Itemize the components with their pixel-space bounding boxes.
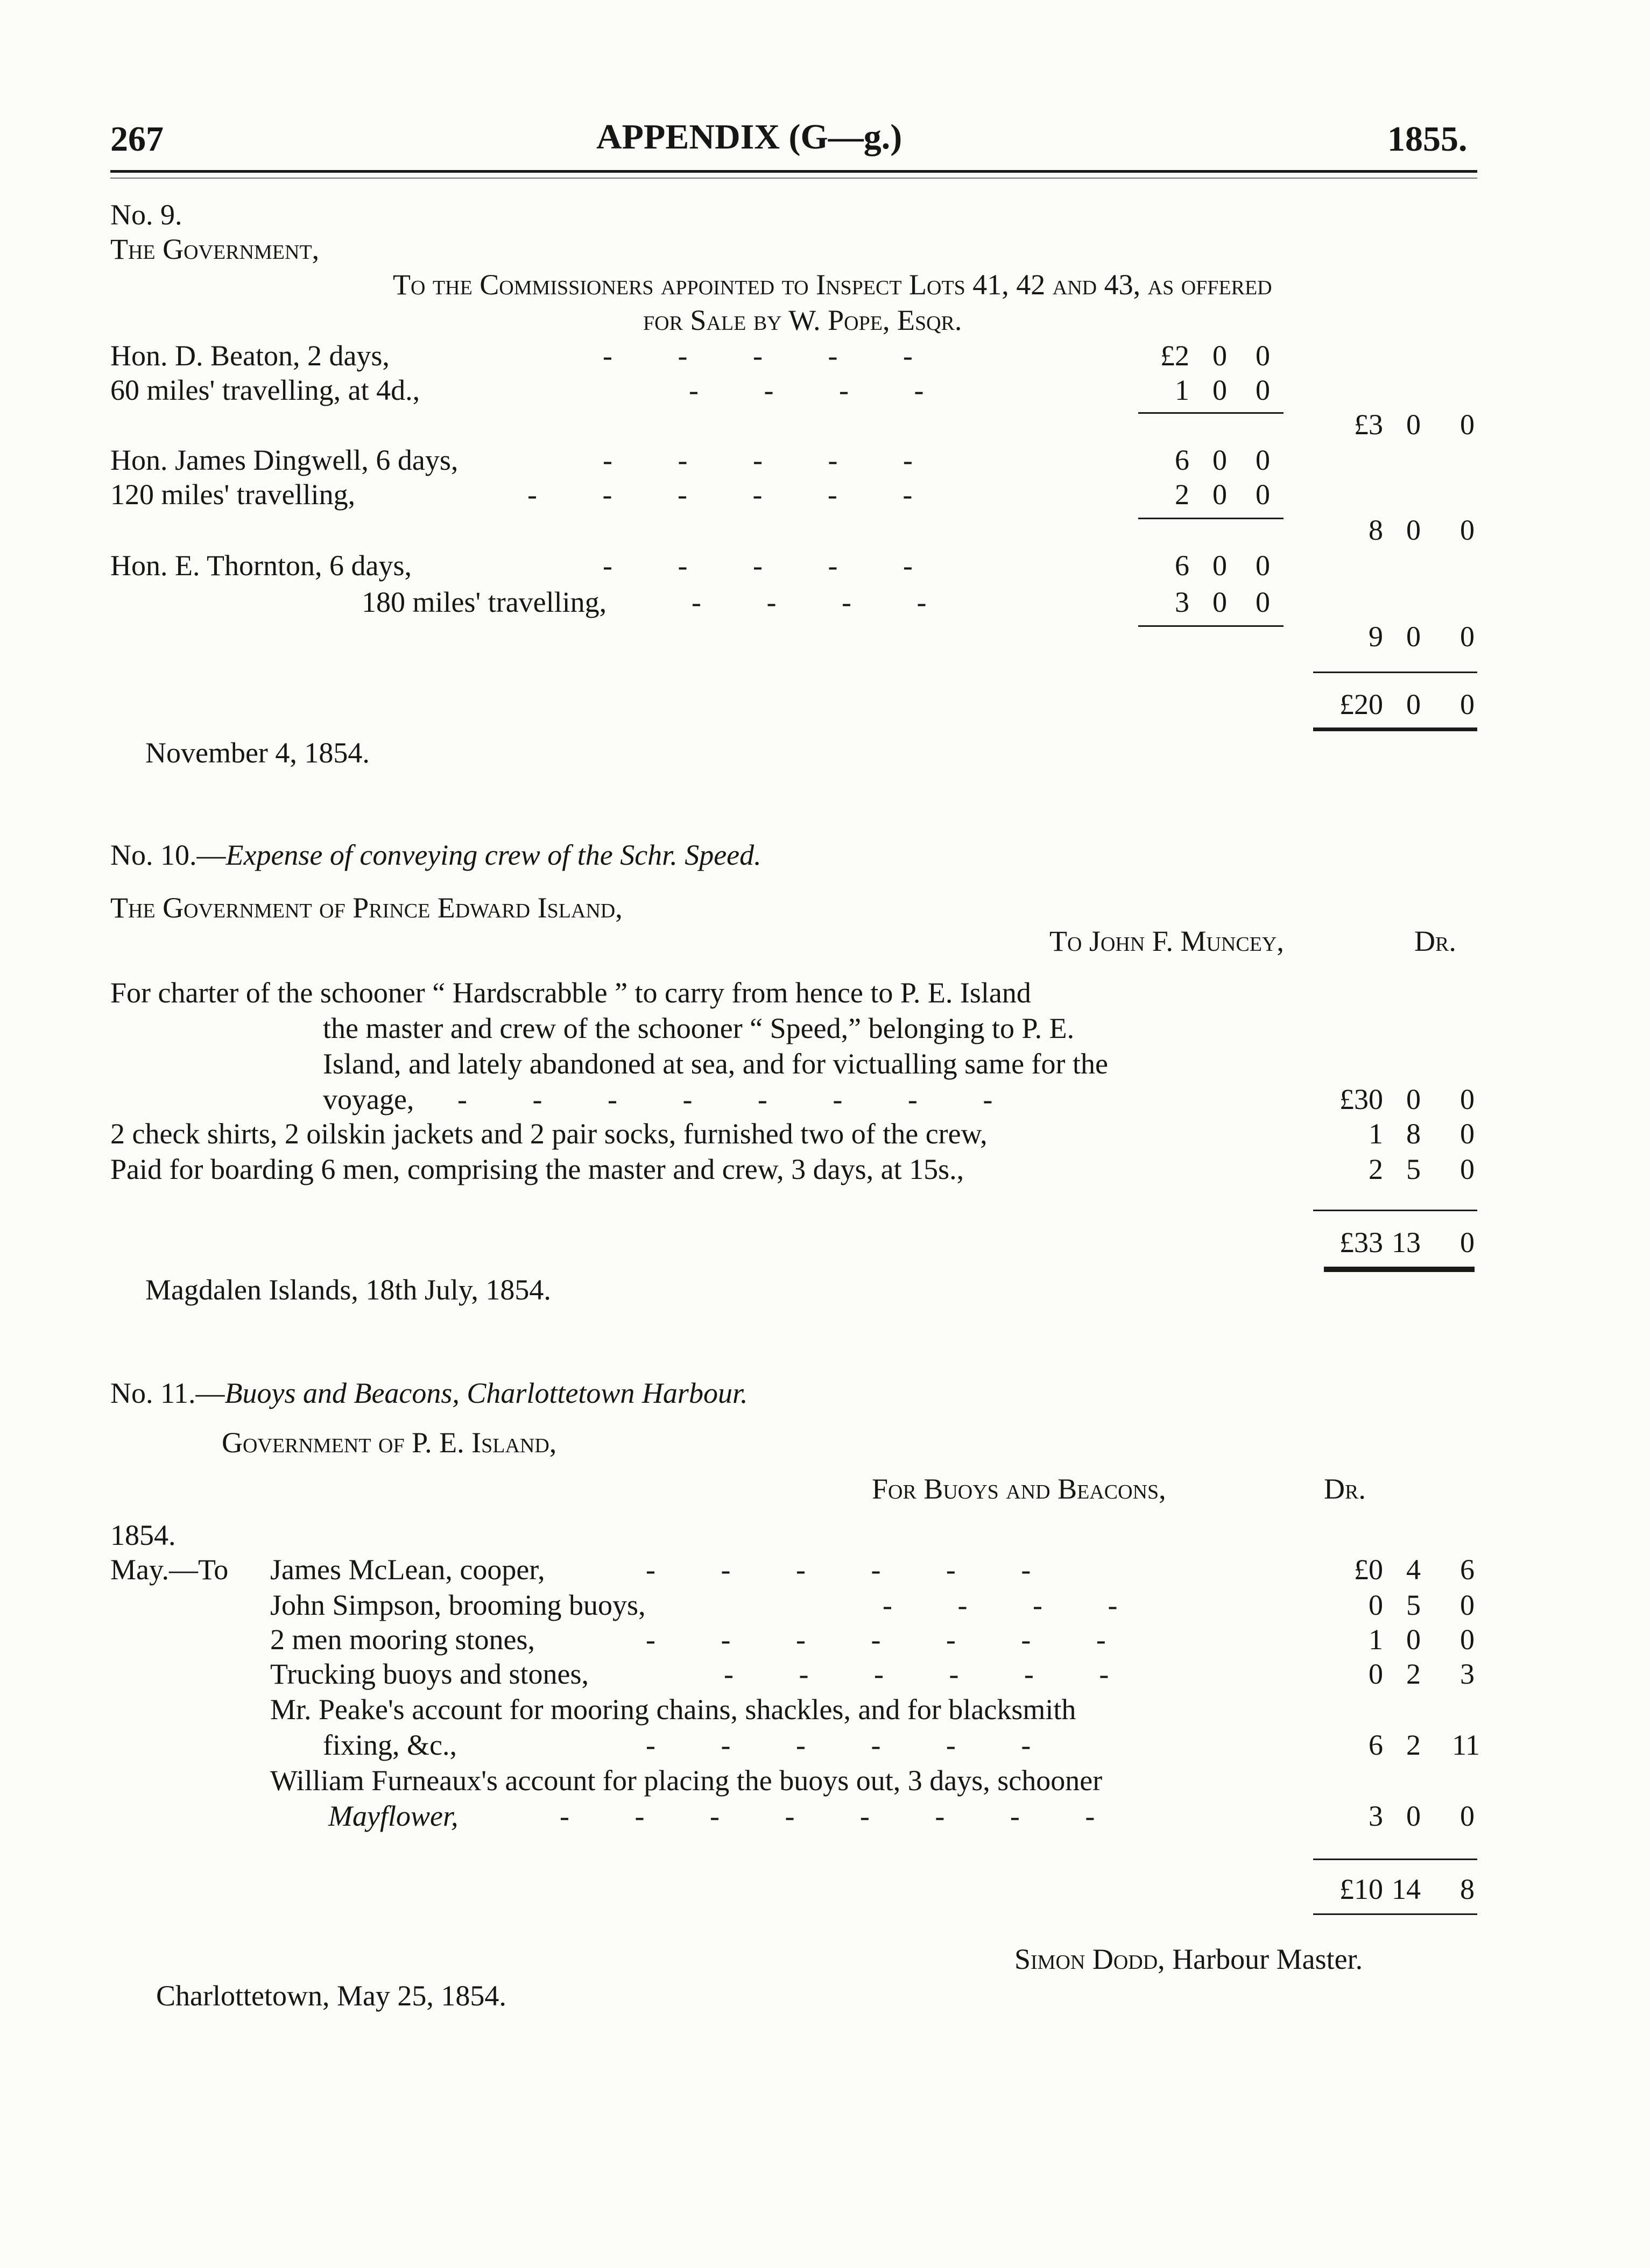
s9-row-label: Hon. E. Thornton, 6 days, xyxy=(110,549,412,582)
s10-to-line: The Government of Prince Edward Island, xyxy=(110,892,623,924)
amount-pence: 0 xyxy=(1256,586,1270,618)
amount-shillings: 0 xyxy=(1406,1083,1421,1115)
leader-dots: - - - - - xyxy=(603,340,913,372)
amount-shillings: 2 xyxy=(1406,1658,1421,1690)
s9-number: No. 9. xyxy=(110,199,182,231)
subtotal-pence: 0 xyxy=(1460,408,1475,441)
s10-charter-line: voyage, xyxy=(323,1083,414,1115)
s9-row-label: 60 miles' travelling, at 4d., xyxy=(110,374,420,406)
s11-row-label: Mayflower, xyxy=(328,1800,459,1832)
total-double-rule xyxy=(1313,727,1477,731)
total-pence: 0 xyxy=(1460,688,1475,720)
s9-heading-1: To the Commissioners appointed to Inspect Lots 41, 42 and 43, as offered xyxy=(393,269,1272,301)
total-double-rule xyxy=(1324,1267,1475,1272)
amount-pence: 6 xyxy=(1460,1553,1475,1586)
amount-shillings: 5 xyxy=(1406,1589,1421,1621)
s11-row-label: Trucking buoys and stones, xyxy=(270,1658,589,1690)
subtotal-pounds: 9 xyxy=(1369,620,1383,653)
s11-row-label: James McLean, cooper, xyxy=(270,1553,545,1586)
leader-dots: - - - - - - xyxy=(527,478,913,511)
leader-dots: - - - - - - - - xyxy=(560,1800,1095,1832)
amount-pounds: £2 xyxy=(1160,340,1189,372)
s10-creditor: To John F. Muncey, xyxy=(1049,925,1284,957)
leader-dots: - - - - xyxy=(689,374,924,406)
amount-pence: 0 xyxy=(1256,374,1270,406)
s11-heading xyxy=(110,1379,748,1408)
subtotal-shillings: 0 xyxy=(1406,620,1421,653)
s10-row-label: Paid for boarding 6 men, comprising the master and crew, 3 days, at 15s., xyxy=(110,1153,964,1185)
s10-charter-line: the master and crew of the schooner “ Speed,” belonging to P. E. xyxy=(323,1012,1075,1044)
s11-for-line: For Buoys and Beacons, xyxy=(872,1473,1166,1505)
amount-pounds: £30 xyxy=(1339,1083,1383,1115)
amount-shillings: 0 xyxy=(1212,374,1227,406)
total-shillings: 14 xyxy=(1392,1873,1421,1905)
amount-shillings: 0 xyxy=(1212,478,1227,511)
s11-dr: Dr. xyxy=(1324,1473,1366,1505)
total-shillings: 13 xyxy=(1392,1226,1421,1259)
total-rule xyxy=(1313,1210,1477,1211)
subtotal-pounds: £3 xyxy=(1354,408,1383,441)
amount-shillings: 2 xyxy=(1406,1729,1421,1761)
s11-year: 1854. xyxy=(110,1519,176,1551)
s10-title: Expense of conveying crew of the Schr. Speed. xyxy=(225,839,761,871)
sum-rule xyxy=(1138,412,1284,414)
total-pence: 0 xyxy=(1460,1226,1475,1259)
s11-row-label: John Simpson, brooming buoys, xyxy=(270,1589,646,1621)
s11-row-label: fixing, &c., xyxy=(323,1729,457,1761)
leader-dots: - - - - xyxy=(692,586,927,618)
leader-dots: - - - - - - xyxy=(724,1658,1109,1690)
amount-pounds: 1 xyxy=(1175,374,1189,406)
subtotal-shillings: 0 xyxy=(1406,514,1421,546)
s11-row-label: 2 men mooring stones, xyxy=(270,1623,535,1656)
amount-pounds: 2 xyxy=(1175,478,1189,511)
total-rule xyxy=(1313,1859,1477,1860)
leader-dots: - - - - xyxy=(883,1589,1118,1621)
total-pounds: £20 xyxy=(1339,688,1383,720)
page-year: 1855. xyxy=(1387,119,1468,159)
sum-rule xyxy=(1138,625,1284,627)
signature-title: Harbour Master. xyxy=(1172,1943,1363,1975)
amount-shillings: 4 xyxy=(1406,1553,1421,1586)
amount-pence: 0 xyxy=(1460,1589,1475,1621)
s11-row-label: Mr. Peake's account for mooring chains, shackles, and for blacksmith xyxy=(270,1693,1076,1726)
s11-month: May.—To xyxy=(110,1553,229,1586)
amount-pence: 0 xyxy=(1256,478,1270,511)
page-number: 267 xyxy=(110,119,164,159)
subtotal-pounds: 8 xyxy=(1369,514,1383,546)
leader-dots: - - - - - xyxy=(603,444,913,476)
subtotal-shillings: 0 xyxy=(1406,408,1421,441)
amount-pence: 0 xyxy=(1256,340,1270,372)
signature-name: Simon Dodd, xyxy=(1014,1943,1165,1975)
s9-row-label: 180 miles' travelling, xyxy=(362,586,607,618)
leader-dots: - - - - - - xyxy=(646,1553,1031,1586)
amount-pounds: 3 xyxy=(1369,1800,1383,1832)
amount-pounds: 0 xyxy=(1369,1658,1383,1690)
total-pounds: £33 xyxy=(1339,1226,1383,1259)
leader-dots: - - - - - - - xyxy=(646,1623,1106,1656)
amount-pounds: 6 xyxy=(1175,549,1189,582)
sum-rule xyxy=(1138,518,1284,519)
page-title: APPENDIX (G—g.) xyxy=(596,117,902,157)
amount-shillings: 0 xyxy=(1212,444,1227,476)
amount-shillings: 5 xyxy=(1406,1153,1421,1185)
header-rule-thin xyxy=(110,178,1477,179)
s10-date: Magdalen Islands, 18th July, 1854. xyxy=(145,1274,551,1306)
amount-pence: 0 xyxy=(1460,1153,1475,1185)
amount-shillings: 8 xyxy=(1406,1118,1421,1150)
s10-dr: Dr. xyxy=(1414,925,1456,957)
s10-charter-line: For charter of the schooner “ Hardscrabble ” to carry from hence to P. E. Island xyxy=(110,977,1031,1009)
amount-pounds: 2 xyxy=(1369,1153,1383,1185)
s11-date: Charlottetown, May 25, 1854. xyxy=(156,1980,506,2012)
amount-pence: 0 xyxy=(1460,1118,1475,1150)
amount-shillings: 0 xyxy=(1406,1623,1421,1656)
amount-pounds: 0 xyxy=(1369,1589,1383,1621)
amount-pence: 0 xyxy=(1460,1083,1475,1115)
header-rule xyxy=(110,170,1477,173)
total-shillings: 0 xyxy=(1406,688,1421,720)
amount-shillings: 0 xyxy=(1406,1800,1421,1832)
amount-pence: 11 xyxy=(1452,1729,1480,1761)
subtotal-pence: 0 xyxy=(1460,620,1475,653)
s9-to-line: The Government, xyxy=(110,233,320,265)
amount-pence: 3 xyxy=(1460,1658,1475,1690)
s9-row-label: 120 miles' travelling, xyxy=(110,478,356,511)
amount-shillings: 0 xyxy=(1212,340,1227,372)
signature xyxy=(1014,1945,1363,1974)
s10-number: No. 10.— xyxy=(110,839,226,871)
amount-pounds: 3 xyxy=(1175,586,1189,618)
s11-number: No. 11.— xyxy=(110,1377,225,1409)
amount-pounds: 1 xyxy=(1369,1118,1383,1150)
amount-pence: 0 xyxy=(1256,444,1270,476)
amount-shillings: 0 xyxy=(1212,586,1227,618)
amount-pence: 0 xyxy=(1460,1800,1475,1832)
total-pounds: £10 xyxy=(1339,1873,1383,1905)
leader-dots: - - - - - xyxy=(603,549,913,582)
total-pence: 8 xyxy=(1460,1873,1475,1905)
leader-dots: - - - - - - - - xyxy=(457,1083,993,1115)
s10-charter-line: Island, and lately abandoned at sea, and for victualling same for the xyxy=(323,1048,1108,1080)
amount-pounds: 6 xyxy=(1369,1729,1383,1761)
s11-title: Buoys and Beacons, Charlottetown Harbour. xyxy=(224,1377,748,1409)
s10-heading xyxy=(110,840,761,870)
s11-row-label: William Furneaux's account for placing the buoys out, 3 days, schooner xyxy=(270,1764,1103,1797)
amount-pounds: 1 xyxy=(1369,1623,1383,1656)
total-rule xyxy=(1313,672,1477,673)
amount-pounds: 6 xyxy=(1175,444,1189,476)
subtotal-pence: 0 xyxy=(1460,514,1475,546)
s10-row-label: 2 check shirts, 2 oilskin jackets and 2 pair socks, furnished two of the crew, xyxy=(110,1118,988,1150)
amount-shillings: 0 xyxy=(1212,549,1227,582)
total-underline xyxy=(1313,1913,1477,1915)
s9-date: November 4, 1854. xyxy=(145,737,370,769)
amount-pence: 0 xyxy=(1460,1623,1475,1656)
s9-row-label: Hon. James Dingwell, 6 days, xyxy=(110,444,459,476)
amount-pounds: £0 xyxy=(1354,1553,1383,1586)
amount-pence: 0 xyxy=(1256,549,1270,582)
s11-to-line: Government of P. E. Island, xyxy=(222,1426,557,1459)
s9-row-label: Hon. D. Beaton, 2 days, xyxy=(110,340,390,372)
s9-heading-2: for Sale by W. Pope, Esqr. xyxy=(643,304,962,336)
leader-dots: - - - - - - xyxy=(646,1729,1031,1761)
